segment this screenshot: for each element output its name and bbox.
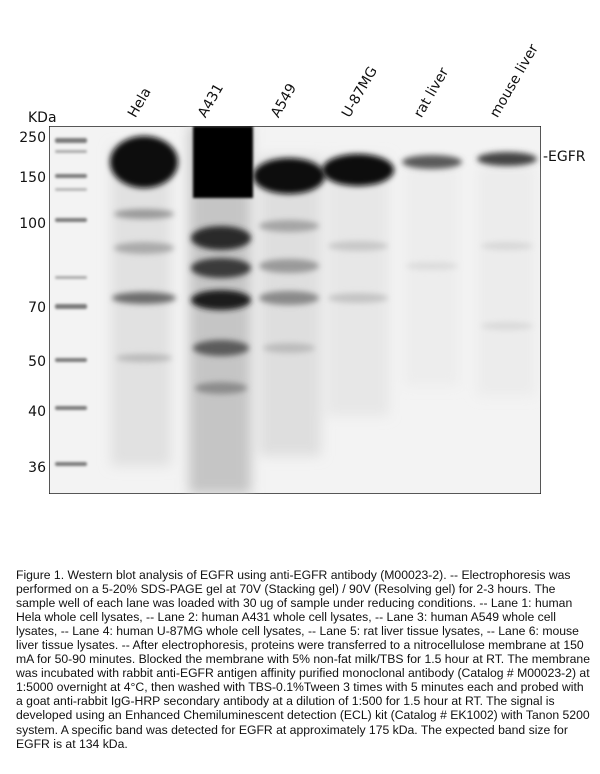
mw-marker-250: 250: [19, 130, 46, 146]
lane-label-a431: A431: [195, 81, 228, 121]
lane-label-hela: Hela: [125, 85, 155, 121]
mw-marker-40: 40: [28, 404, 46, 420]
figure-caption: Figure 1. Western blot analysis of EGFR using anti-EGFR antibody (M00023-2). -- Electrophoresis was performed on a 5-20% SDS-PAGE gel at 70V (Stacking gel) / 90V (Resolving gel) for 2-3 hours. The sample well of each lane was loaded with 30 ug of sample under reducing conditions. -- Lane 1: human Hela whole cell lysates, -- Lane 2: human A431 whole cell lysates, -- Lane 3: human A549 whole cell lysates, -- Lane 4: human U-87MG whole cell lysates, -- Lane 5: rat liver tissue lysates, -- Lane 6: mouse liver tissue lysates. -- After electrophoresis, proteins were transferred to a nitrocellulose membrane at 150 mA for 50-90 minutes. Blocked the membrane with 5% non-fat milk/TBS for 1.5 hour at RT. The membrane was incubated with rabbit anti-EGFR antigen affinity purified monoclonal antibody (Catalog # M00023-2) at 1:5000 overnight at 4°C, then washed with TBS-0.1%Tween 3 times with 5 minutes each and probed with a goat anti-rabbit IgG-HRP secondary antibody at a dilution of 1:500 for 1.5 hour at RT. The signal is developed using an Enhanced Chemiluminescent detection (ECL) kit (Catalog # EK1002) with Tanon 5200 system. A specific band was detected for EGFR at approximately 175 kDa. The expected band size for EGFR is at 134 kDa.: [16, 568, 590, 751]
mw-marker-100: 100: [19, 216, 46, 232]
lane-label-u87mg: U-87MG: [339, 63, 381, 121]
lane-label-a549: A549: [268, 81, 301, 121]
lane-label-mouse-liver: mouse liver: [487, 41, 542, 121]
mw-marker-50: 50: [28, 354, 46, 370]
mw-marker-70: 70: [28, 300, 46, 316]
egfr-band-label: -EGFR: [543, 149, 586, 165]
mw-marker-36: 36: [28, 460, 46, 476]
kda-axis-title: KDa: [28, 110, 57, 126]
blot-membrane-image: [49, 126, 541, 494]
mw-marker-150: 150: [19, 170, 46, 186]
lane-label-rat-liver: rat liver: [411, 65, 453, 121]
